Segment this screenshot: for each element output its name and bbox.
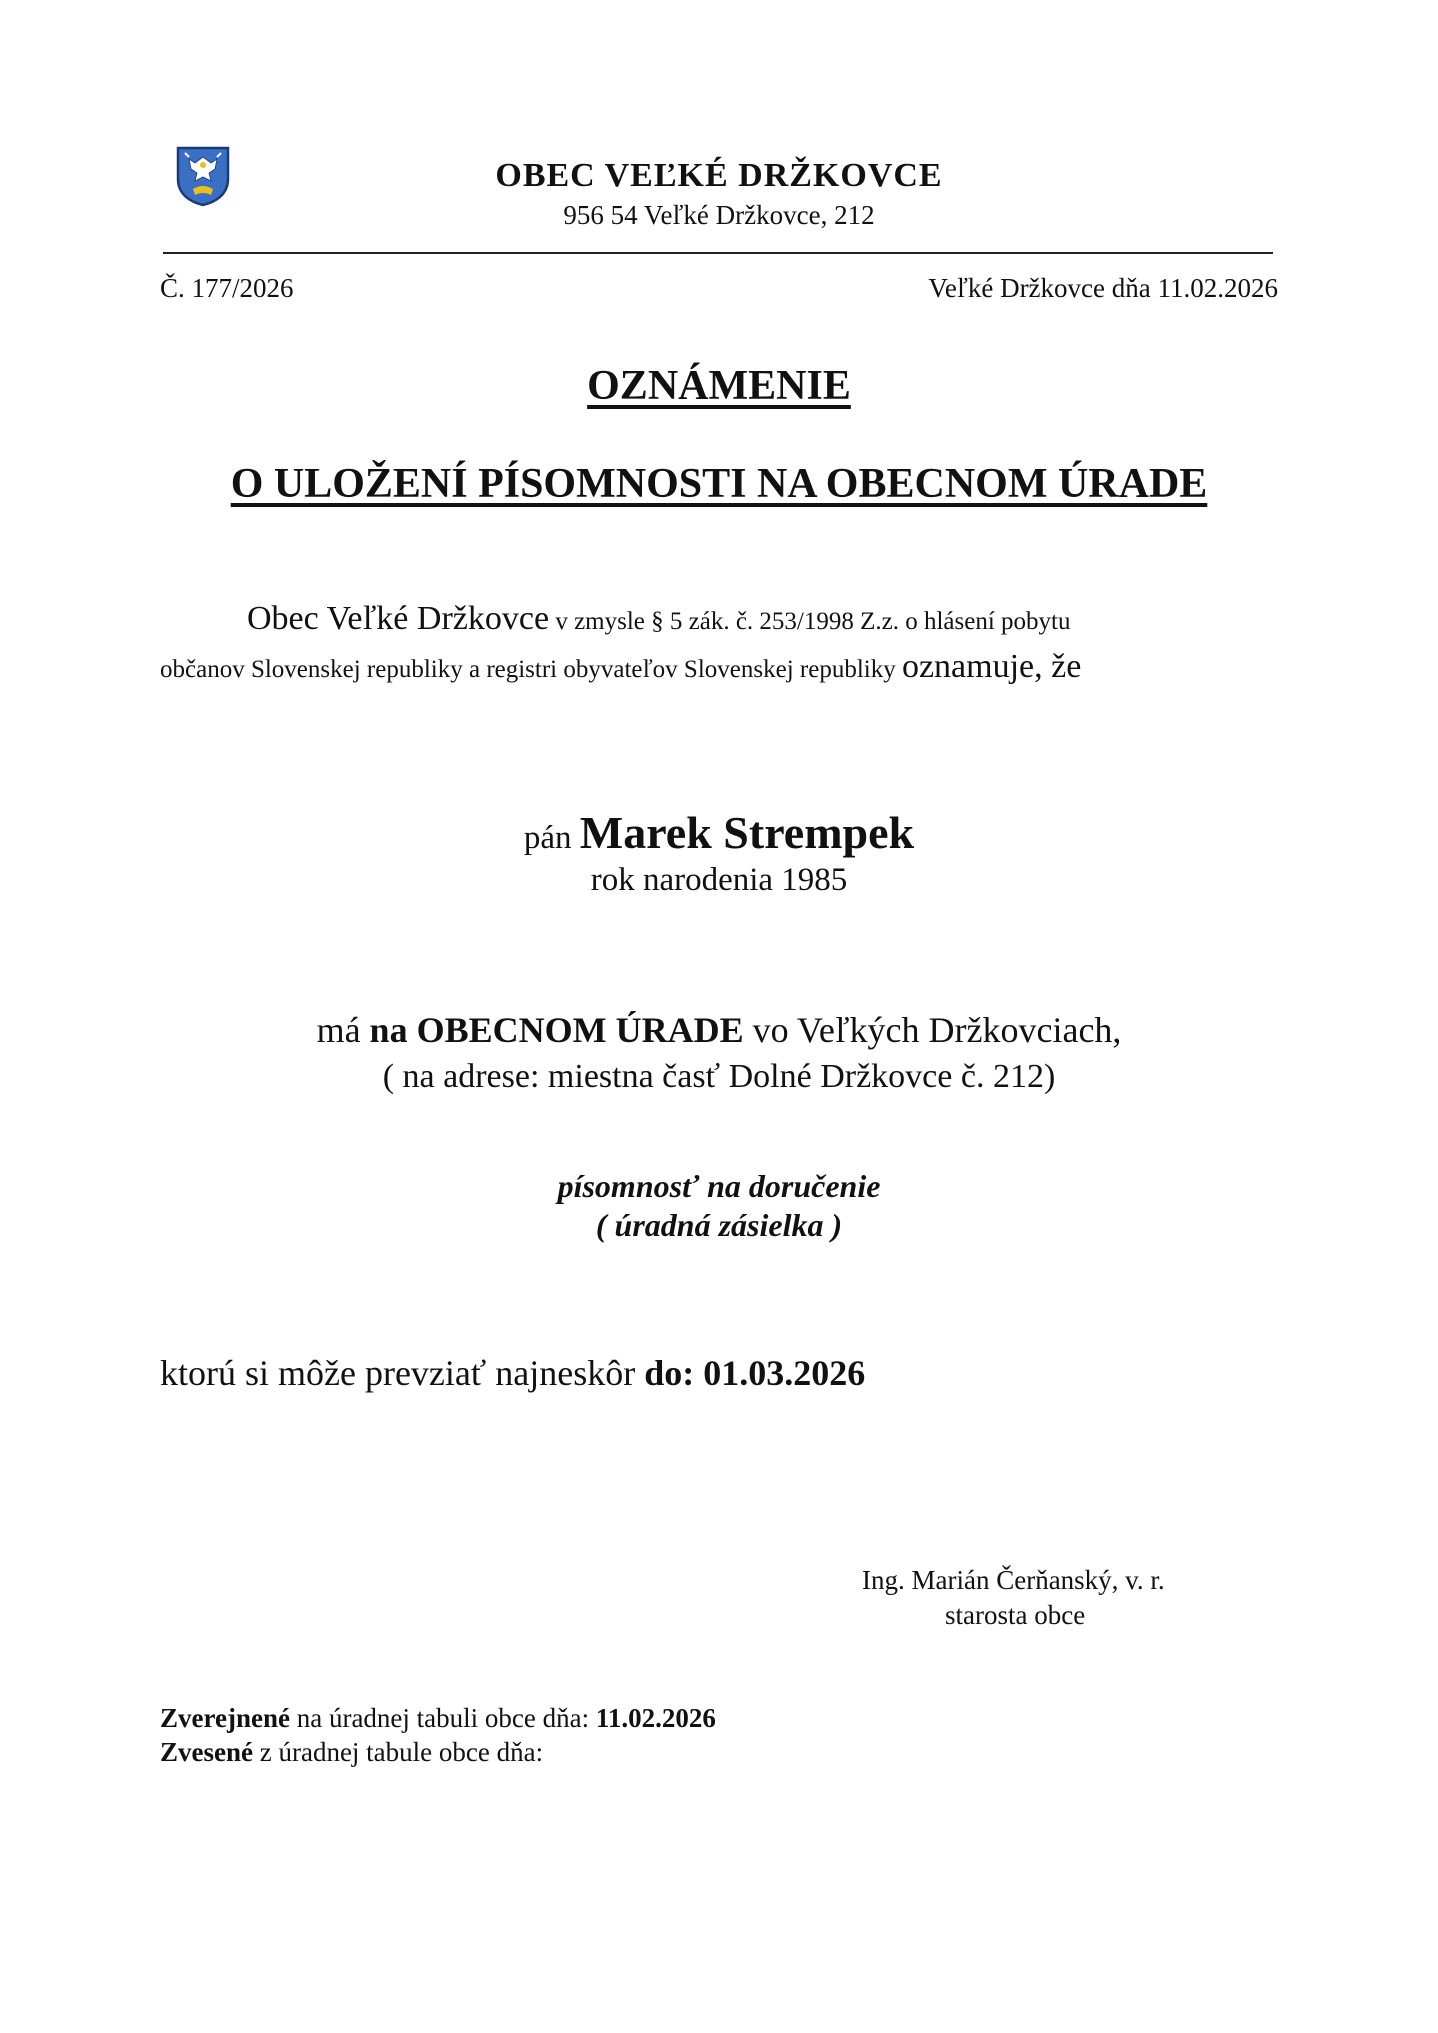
document-type: písomnosť na doručenie [557,1168,881,1204]
deadline-date: do: 01.03.2026 [644,1353,866,1393]
posted-label: Zverejnené [160,1703,290,1733]
document-subtitle: O ULOŽENÍ PÍSOMNOSTI NA OBECNOM ÚRADE [230,461,1208,507]
posted-text: na úradnej tabuli obce dňa: [289,1703,596,1733]
municipality-address: 956 54 Veľké Držkovce, 212 [563,200,875,230]
office-bold: na OBECNOM ÚRADE [369,1010,744,1050]
removed-label: Zvesené [160,1737,253,1767]
document-kind: ( úradná zásielka ) [595,1207,843,1243]
recipient-name: Marek Strempek [579,807,915,858]
removed-text: z úradnej tabule obce dňa: [252,1737,544,1767]
intro-text-1: v zmysle § 5 zák. č. 253/1998 Z.z. o hlásení pobytu [549,608,1071,635]
signatory-role: starosta obce [945,1600,1086,1630]
deadline-text: ktorú si môže prevziať najneskôr [160,1353,645,1393]
posted-line [160,1703,716,1734]
office-pre: má [316,1010,370,1050]
intro-line-2 [160,648,1081,686]
document-title: OZNÁMENIE [587,363,851,409]
municipality-name: OBEC VEĽKÉ DRŽKOVCE [495,157,943,194]
signatory-name: Ing. Marián Čerňanský, v. r. [862,1565,1165,1595]
office-address: ( na adrese: miestna časť Dolné Držkovce č. 212) [382,1058,1056,1095]
reference-number: Č. 177/2026 [160,273,294,303]
intro-verb: oznamuje [901,648,1035,685]
intro-subject: Obec Veľké Držkovce [247,600,550,637]
intro-line-1 [247,600,1071,638]
removed-line [160,1737,543,1768]
intro-conj: , že [1034,648,1082,685]
office-line [0,1009,1438,1051]
intro-text-2: občanov Slovenskej republiky a registri obyvateľov Slovenskej republiky [160,656,902,683]
header-divider [163,252,1273,254]
office-post: vo Veľkých Držkovciach, [743,1010,1122,1050]
recipient-prefix: pán [523,820,580,856]
recipient-birth: rok narodenia 1985 [590,862,848,898]
recipient-line [0,806,1438,859]
posted-date: 11.02.2026 [595,1703,716,1733]
place-date: Veľké Držkovce dňa 11.02.2026 [928,273,1278,303]
pickup-deadline [160,1352,865,1394]
